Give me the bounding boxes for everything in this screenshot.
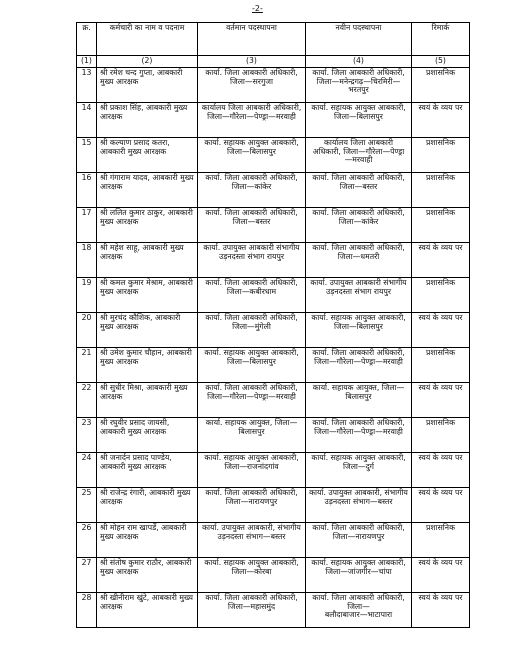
serial-cell: 23 <box>77 417 97 452</box>
remark-cell: प्रशासनिक <box>412 172 470 207</box>
remark-cell: स्वयं के व्यय पर <box>412 487 470 522</box>
table-row <box>77 207 470 242</box>
table-row <box>77 487 470 522</box>
table-row <box>77 347 470 382</box>
table-row <box>77 67 470 102</box>
new-posting-cell: कार्या. सहायक आयुक्त आबकारी, जिला—जांजगीर—चांपा <box>306 557 412 592</box>
table-row <box>77 277 470 312</box>
colnum-5: (5) <box>412 56 470 68</box>
remark-cell: स्वयं के व्यय पर <box>412 557 470 592</box>
remark-cell: स्वयं के व्यय पर <box>412 592 470 627</box>
table-row <box>77 172 470 207</box>
table-row <box>77 522 470 557</box>
current-posting-cell: कार्या. जिला आबकारी अधिकारी, जिला—महासमुंद <box>198 592 306 627</box>
serial-cell: 24 <box>77 452 97 487</box>
employee-name-cell: श्री मोहन राम खापर्डे, आबकारी मुख्य आरक्षक <box>97 522 198 557</box>
current-posting-cell: कार्या. जिला आबकारी अधिकारी, जिला—गौरेला—पेण्ड्रा—मरवाही <box>198 382 306 417</box>
remark-cell: प्रशासनिक <box>412 67 470 102</box>
header-serial: क्र. <box>77 23 97 56</box>
current-posting-cell: कार्या. सहायक आयुक्त आबकारी, जिला—बिलासपुर <box>198 347 306 382</box>
serial-cell: 14 <box>77 102 97 137</box>
serial-cell: 21 <box>77 347 97 382</box>
employee-name-cell: श्री खीनीराम खुंटे, आबकारी मुख्य आरक्षक <box>97 592 198 627</box>
employee-name-cell: श्री ललित कुमार ठाकुर, आबकारी मुख्य आरक्षक <box>97 207 198 242</box>
employee-name-cell: श्री कल्याण प्रसाद कतरा, आबकारी मुख्य आरक्षक <box>97 137 198 172</box>
table-row <box>77 452 470 487</box>
table-row <box>77 242 470 277</box>
new-posting-cell: कार्या. सहायक आयुक्त आबकारी, जिला—बिलासपुर <box>306 102 412 137</box>
new-posting-cell: कार्या. जिला आबकारी अधिकारी, जिला—धमतरी <box>306 242 412 277</box>
new-posting-cell: कार्या. जिला आबकारी अधिकारी, जिला—मनेन्द्रगढ़—चिरमिरी—भरतपुर <box>306 67 412 102</box>
remark-cell: स्वयं के व्यय पर <box>412 242 470 277</box>
remark-cell: स्वयं के व्यय पर <box>412 312 470 347</box>
header-new-posting: नवीन पदस्थापना <box>306 23 412 56</box>
remark-cell: स्वयं के व्यय पर <box>412 382 470 417</box>
employee-name-cell: श्री राजेन्द्र रंगारी, आबकारी मुख्य आरक्षक <box>97 487 198 522</box>
current-posting-cell: कार्या. जिला आबकारी अधिकारी, जिला—बस्तर <box>198 207 306 242</box>
remark-cell: प्रशासनिक <box>412 522 470 557</box>
current-posting-cell: कार्या. जिला आबकारी अधिकारी, जिला—कबीरधाम <box>198 277 306 312</box>
current-posting-cell: कार्या. सहायक आयुक्त, जिला—बिलासपुर <box>198 417 306 452</box>
table-row <box>77 382 470 417</box>
employee-name-cell: श्री संतोष कुमार राठौर, आबकारी मुख्य आरक्षक <box>97 557 198 592</box>
header-employee-name: कर्मचारी का नाम व पदनाम <box>97 23 198 56</box>
serial-cell: 18 <box>77 242 97 277</box>
serial-cell: 13 <box>77 67 97 102</box>
remark-cell: प्रशासनिक <box>412 417 470 452</box>
serial-cell: 20 <box>77 312 97 347</box>
new-posting-cell: कार्या. उपायुक्त आबकारी संभागीय उड़नदस्ता संभाग रायपुर <box>306 277 412 312</box>
column-number-row <box>77 56 470 68</box>
serial-cell: 22 <box>77 382 97 417</box>
serial-cell: 15 <box>77 137 97 172</box>
serial-cell: 19 <box>77 277 97 312</box>
current-posting-cell: कार्या. सहायक आयुक्त आबकारी, जिला—राजनांदगांव <box>198 452 306 487</box>
serial-cell: 26 <box>77 522 97 557</box>
serial-cell: 28 <box>77 592 97 627</box>
new-posting-cell: कार्या. सहायक आयुक्त, जिला—बिलासपुर <box>306 382 412 417</box>
colnum-2: (2) <box>97 56 198 68</box>
employee-name-cell: श्री रघुवीर प्रसाद जायसी, आबकारी मुख्य आरक्षक <box>97 417 198 452</box>
remark-cell: स्वयं के व्यय पर <box>412 452 470 487</box>
header-current-posting: वर्तमान पदस्थापना <box>198 23 306 56</box>
employee-name-cell: श्री उमेश कुमार चौहान, आबकारी मुख्य आरक्षक <box>97 347 198 382</box>
new-posting-cell: कार्या. जिला आबकारी अधिकारी, जिला—बस्तर <box>306 172 412 207</box>
serial-cell: 27 <box>77 557 97 592</box>
current-posting-cell: कार्या. जिला आबकारी अधिकारी, जिला—सरगुजा <box>198 67 306 102</box>
remark-cell: स्वयं के व्यय पर <box>412 102 470 137</box>
new-posting-cell: कार्यालय जिला आबकारी अधिकारी, जिला—गौरेला—पेण्ड्रा—मरवाही <box>306 137 412 172</box>
current-posting-cell: कार्या. जिला आबकारी अधिकारी, जिला—कांकेर <box>198 172 306 207</box>
colnum-3: (3) <box>198 56 306 68</box>
new-posting-cell: कार्या. जिला आबकारी अधिकारी, जिला—नारायणपुर <box>306 522 412 557</box>
new-posting-cell: कार्या. जिला आबकारी अधिकारी, जिला—कांकेर <box>306 207 412 242</box>
remark-cell: प्रशासनिक <box>412 277 470 312</box>
employee-name-cell: श्री जनार्दन प्रसाद पाण्डेय, आबकारी मुख्य आरक्षक <box>97 452 198 487</box>
colnum-1: (1) <box>77 56 97 68</box>
employee-name-cell: श्री सुधीर मिश्रा, आबकारी मुख्य आरक्षक <box>97 382 198 417</box>
serial-cell: 16 <box>77 172 97 207</box>
table-header-row <box>77 23 470 56</box>
colnum-4: (4) <box>306 56 412 68</box>
transfer-table <box>76 22 470 628</box>
table-row <box>77 592 470 627</box>
serial-cell: 17 <box>77 207 97 242</box>
current-posting-cell: कार्या. जिला आबकारी अधिकारी, जिला—मुंगेली <box>198 312 306 347</box>
new-posting-cell: कार्या. जिला आबकारी अधिकारी, जिला—गौरेला—पेण्ड्रा—मरवाही <box>306 417 412 452</box>
table-row <box>77 312 470 347</box>
employee-name-cell: श्री गंगाराम यादव, आबकारी मुख्य आरक्षक <box>97 172 198 207</box>
table-row <box>77 417 470 452</box>
header-remark: रिमार्क <box>412 23 470 56</box>
employee-name-cell: श्री महेश साहू, आबकारी मुख्य आरक्षक <box>97 242 198 277</box>
new-posting-cell: कार्या. सहायक आयुक्त आबकारी, जिला—दुर्ग <box>306 452 412 487</box>
new-posting-cell: कार्या. जिला आबकारी अधिकारी, जिला—गौरेला—पेण्ड्रा—मरवाही <box>306 347 412 382</box>
table-row <box>77 102 470 137</box>
employee-name-cell: श्री मुरचंद कौशिक, आबकारी मुख्य आरक्षक <box>97 312 198 347</box>
page-number: -2- <box>252 4 263 13</box>
employee-name-cell: श्री प्रकाश सिंह, आबकारी मुख्य आरक्षक <box>97 102 198 137</box>
current-posting-cell: कार्या. जिला आबकारी अधिकारी, जिला—नारायणपुर <box>198 487 306 522</box>
transfer-table-container <box>76 22 470 628</box>
current-posting-cell: कार्या. सहायक आयुक्त आबकारी, जिला—बिलासपुर <box>198 137 306 172</box>
current-posting-cell: कार्या. उपायुक्त आबकारी, संभागीय उड़नदस्ता संभाग—बस्तर <box>198 522 306 557</box>
new-posting-cell: कार्या. जिला आबकारी अधिकारी, जिला— बलौदाबाजार—भाटापारा <box>306 592 412 627</box>
current-posting-cell: कार्यालय जिला आबकारी अधिकारी, जिला—गौरेला—पेण्ड्रा—मरवाही <box>198 102 306 137</box>
remark-cell: प्रशासनिक <box>412 137 470 172</box>
current-posting-cell: कार्या. सहायक आयुक्त आबकारी, जिला—कोरबा <box>198 557 306 592</box>
new-posting-cell: कार्या. उपायुक्त आबकारी, संभागीय उड़नदस्ता संभाग—बस्तर <box>306 487 412 522</box>
serial-cell: 25 <box>77 487 97 522</box>
current-posting-cell: कार्या. उपायुक्त आबकारी संभागीय उड़नदस्ता संभाग रायपुर <box>198 242 306 277</box>
remark-cell: प्रशासनिक <box>412 347 470 382</box>
employee-name-cell: श्री कमल कुमार मेश्राम, आबकारी मुख्य आरक्षक <box>97 277 198 312</box>
employee-name-cell: श्री रमेश चन्द गुप्ता, आबकारी मुख्य आरक्षक <box>97 67 198 102</box>
table-row <box>77 557 470 592</box>
new-posting-cell: कार्या. सहायक आयुक्त आबकारी, जिला—बिलासपुर <box>306 312 412 347</box>
remark-cell: प्रशासनिक <box>412 207 470 242</box>
table-row <box>77 137 470 172</box>
